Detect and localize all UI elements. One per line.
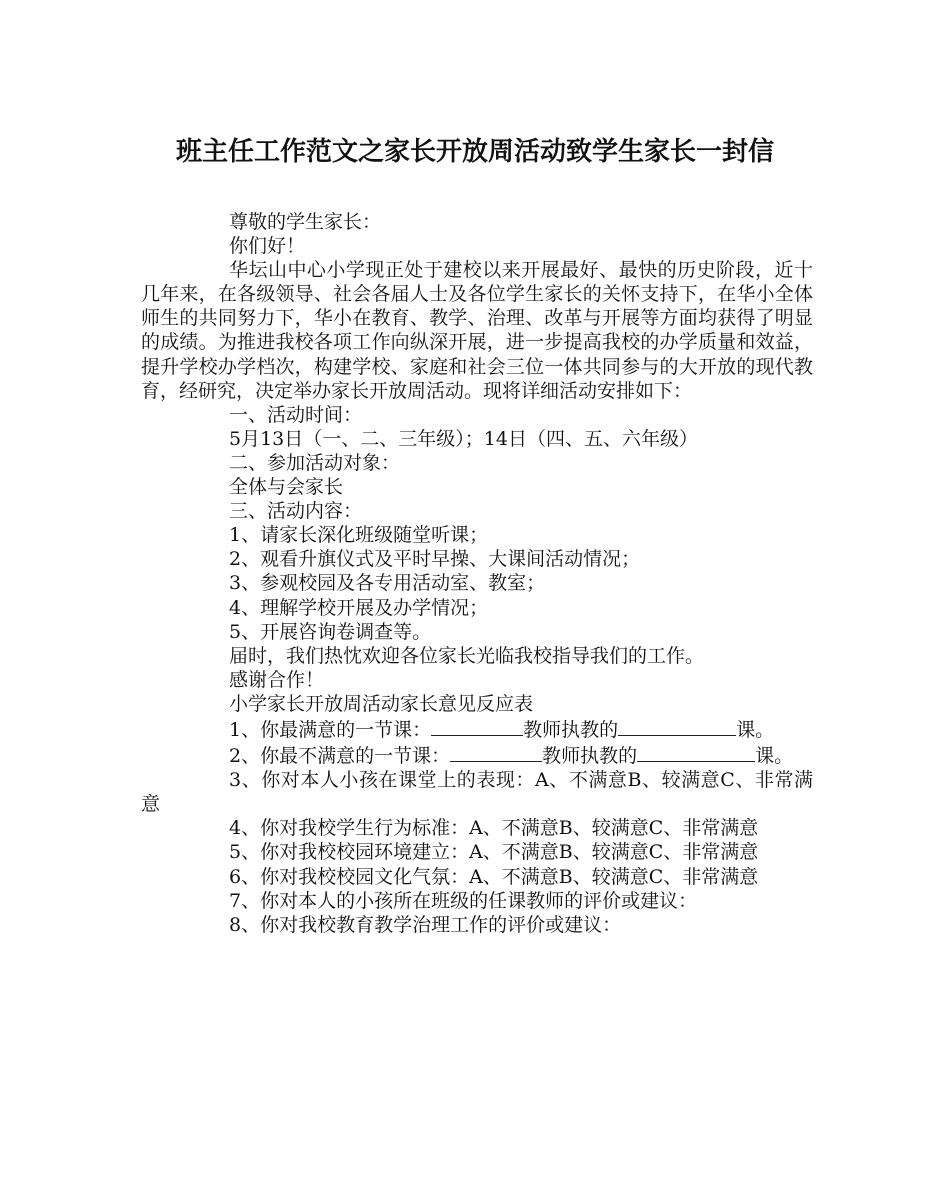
section-content-heading: 三、活动内容： bbox=[229, 500, 363, 523]
question-7: 7、你对本人的小孩所在班级的任课教师的评价或建议： bbox=[229, 889, 698, 912]
thanks-line: 感谢合作！ bbox=[229, 668, 325, 691]
form-title: 小学家长开放周活动家长意见反应表 bbox=[229, 692, 534, 715]
question-2-blank-teacher[interactable] bbox=[637, 742, 755, 762]
question-2 bbox=[141, 742, 813, 768]
section-target-heading: 二、参加活动对象： bbox=[229, 451, 401, 474]
question-2-blank-lesson[interactable] bbox=[450, 742, 542, 762]
question-1 bbox=[141, 716, 813, 742]
question-1-middle: 教师执教的 bbox=[523, 718, 619, 741]
question-5: 5、你对我校校园环境建立：A、不满意B、较满意C、非常满意 bbox=[229, 841, 759, 864]
content-item: 5、开展咨询卷调查等。 bbox=[229, 620, 432, 643]
content-item: 3、参观校园及各专用活动室、教室； bbox=[229, 572, 546, 595]
section-target-value: 全体与会家长 bbox=[229, 476, 344, 499]
section-time-heading: 一、活动时间： bbox=[229, 403, 363, 426]
question-1-suffix: 课。 bbox=[736, 718, 775, 741]
question-2-prefix: 2、你最不满意的一节课： bbox=[229, 745, 451, 768]
question-1-prefix: 1、你最满意的一节课： bbox=[229, 718, 432, 741]
salutation: 尊敬的学生家长： bbox=[229, 211, 382, 233]
content-item: 4、理解学校开展及办学情况； bbox=[229, 596, 489, 619]
welcome-line: 届时，我们热忱欢迎各位家长光临我校指导我们的工作。 bbox=[229, 644, 705, 667]
question-1-blank-lesson[interactable] bbox=[431, 716, 523, 736]
question-4: 4、你对我校学生行为标准：A、不满意B、较满意C、非常满意 bbox=[229, 817, 759, 840]
question-3: 3、你对本人小孩在课堂上的表现：A、不满意B、较满意C、非常满意 bbox=[141, 769, 813, 816]
intro-paragraph: 华坛山中心小学现正处于建校以来开展最好、最快的历史阶段，近十几年来，在各级领导、社会各届人士及各位学生家长的关怀支持下，在华小全体师生的共同努力下，华小在教育、教学、治理、改革与开展等方面均获得了明显的成绩。为推进我校各项工作向纵深开展，进一步提高我校的办学质量和效益，提升学校办学档次，构建学校、家庭和社会三位一体共同参与的大开放的现代教育，经研究，决定举办家长开放周活动。现将详细活动安排如下： bbox=[141, 259, 813, 402]
greeting: 你们好！ bbox=[229, 235, 306, 258]
question-6: 6、你对我校校园文化气氛：A、不满意B、较满意C、非常满意 bbox=[229, 865, 759, 888]
section-time-value: 5月13日（一、二、三年级）；14日（四、五、六年级） bbox=[229, 427, 698, 450]
question-8: 8、你对我校教育教学治理工作的评价或建议： bbox=[229, 913, 622, 936]
question-1-blank-teacher[interactable] bbox=[618, 716, 736, 736]
document-title: 班主任工作范文之家长开放周活动致学生家长一封信 bbox=[175, 137, 774, 167]
content-item: 2、观看升旗仪式及平时早操、大课间活动情况； bbox=[229, 548, 641, 571]
question-2-middle: 教师执教的 bbox=[542, 745, 638, 768]
content-item: 1、请家长深化班级随堂听课； bbox=[229, 524, 489, 547]
question-2-suffix: 课。 bbox=[755, 745, 794, 768]
document-body bbox=[141, 210, 813, 937]
